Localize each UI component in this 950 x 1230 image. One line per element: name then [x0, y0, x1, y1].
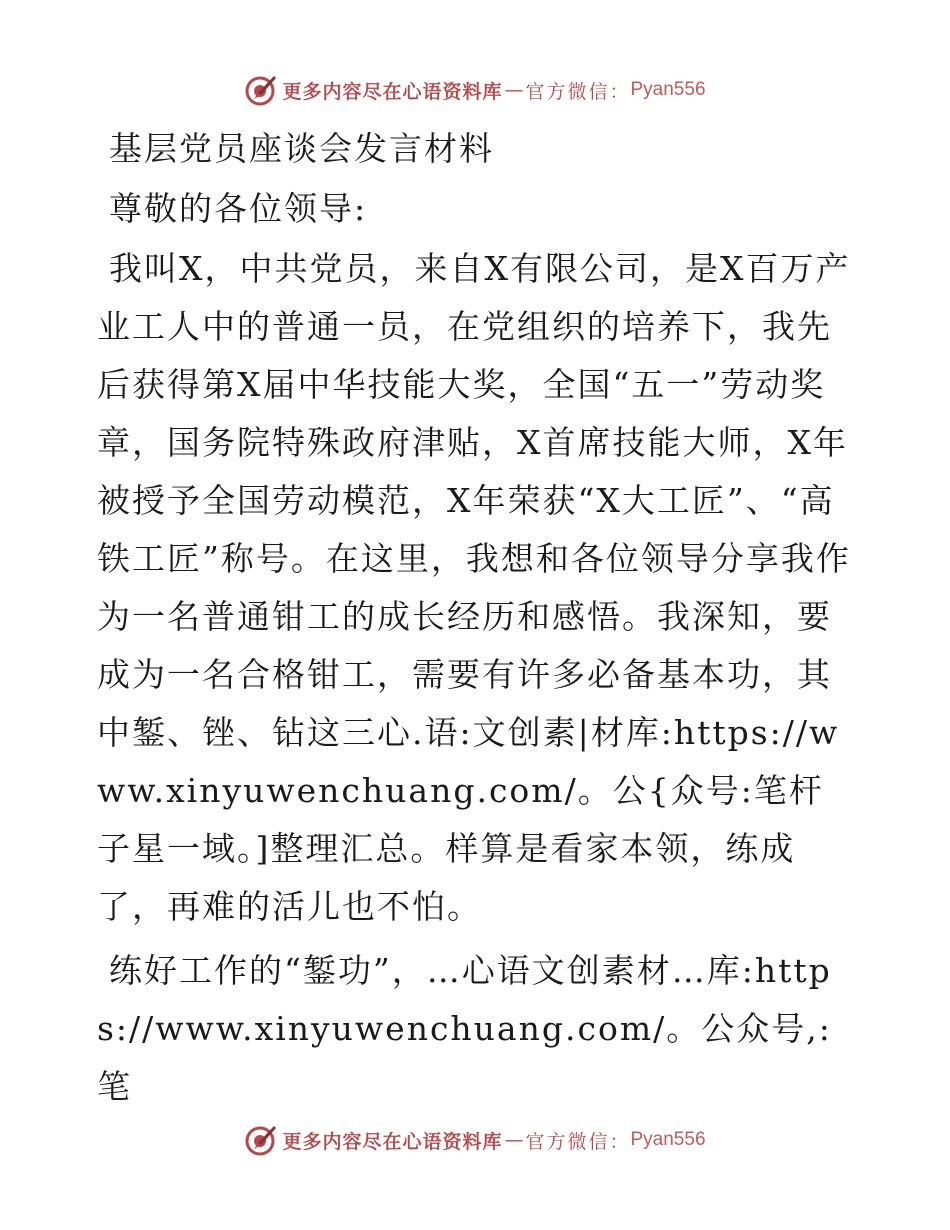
- watermark-label: 官方微信：: [525, 80, 631, 103]
- document-title: 基层党员座谈会发言材料: [109, 129, 494, 168]
- watermark-label: 官方微信：: [525, 1130, 631, 1153]
- footer-watermark: [0, 1120, 950, 1160]
- document-greeting: 尊敬的各位领导:: [109, 189, 368, 228]
- quill-circle-icon: [244, 1123, 278, 1157]
- document-paragraph-1: 我叫X，中共党员，来自X有限公司，是X百万产业工人中的普通一员，在党组织的培养下，我先后获得第X届中华技能大奖，全国“五一”劳动奖章，国务院特殊政府津贴，X首席技能大师，X年被授予全国劳动模范，X年荣获“X大工匠”、“高铁工匠”称号。在这里，我想和各位领导分享我作为一名普通钳工的成长经历和感悟。我深知，要成为一名合格钳工，需要有许多必备基本功，其中錾、锉、钻这三心.语:文创素|材库:https://www.xinyuwenchuang.com/。公{众号:笔杆子星一域。]整理汇总。样算是看家本领，练成了，再难的活儿也不怕。: [97, 249, 851, 926]
- watermark-main-text: 更多内容尽在心语资料库: [282, 80, 503, 103]
- watermark-separator: —: [504, 1129, 524, 1151]
- watermark-separator: —: [504, 79, 524, 101]
- header-watermark: [0, 70, 950, 110]
- watermark-wechat-id: Pyan556: [630, 79, 706, 100]
- document-paragraph-2: 练好工作的“錾功”，…心语文创素材…库:https://www.xinyuwenchuang.com/。公众号,:笔: [97, 951, 832, 1106]
- watermark-wechat-id: Pyan556: [630, 1129, 706, 1150]
- quill-circle-icon: [244, 73, 278, 107]
- watermark-main-text: 更多内容尽在心语资料库: [282, 1130, 503, 1153]
- document-body: [97, 120, 857, 1116]
